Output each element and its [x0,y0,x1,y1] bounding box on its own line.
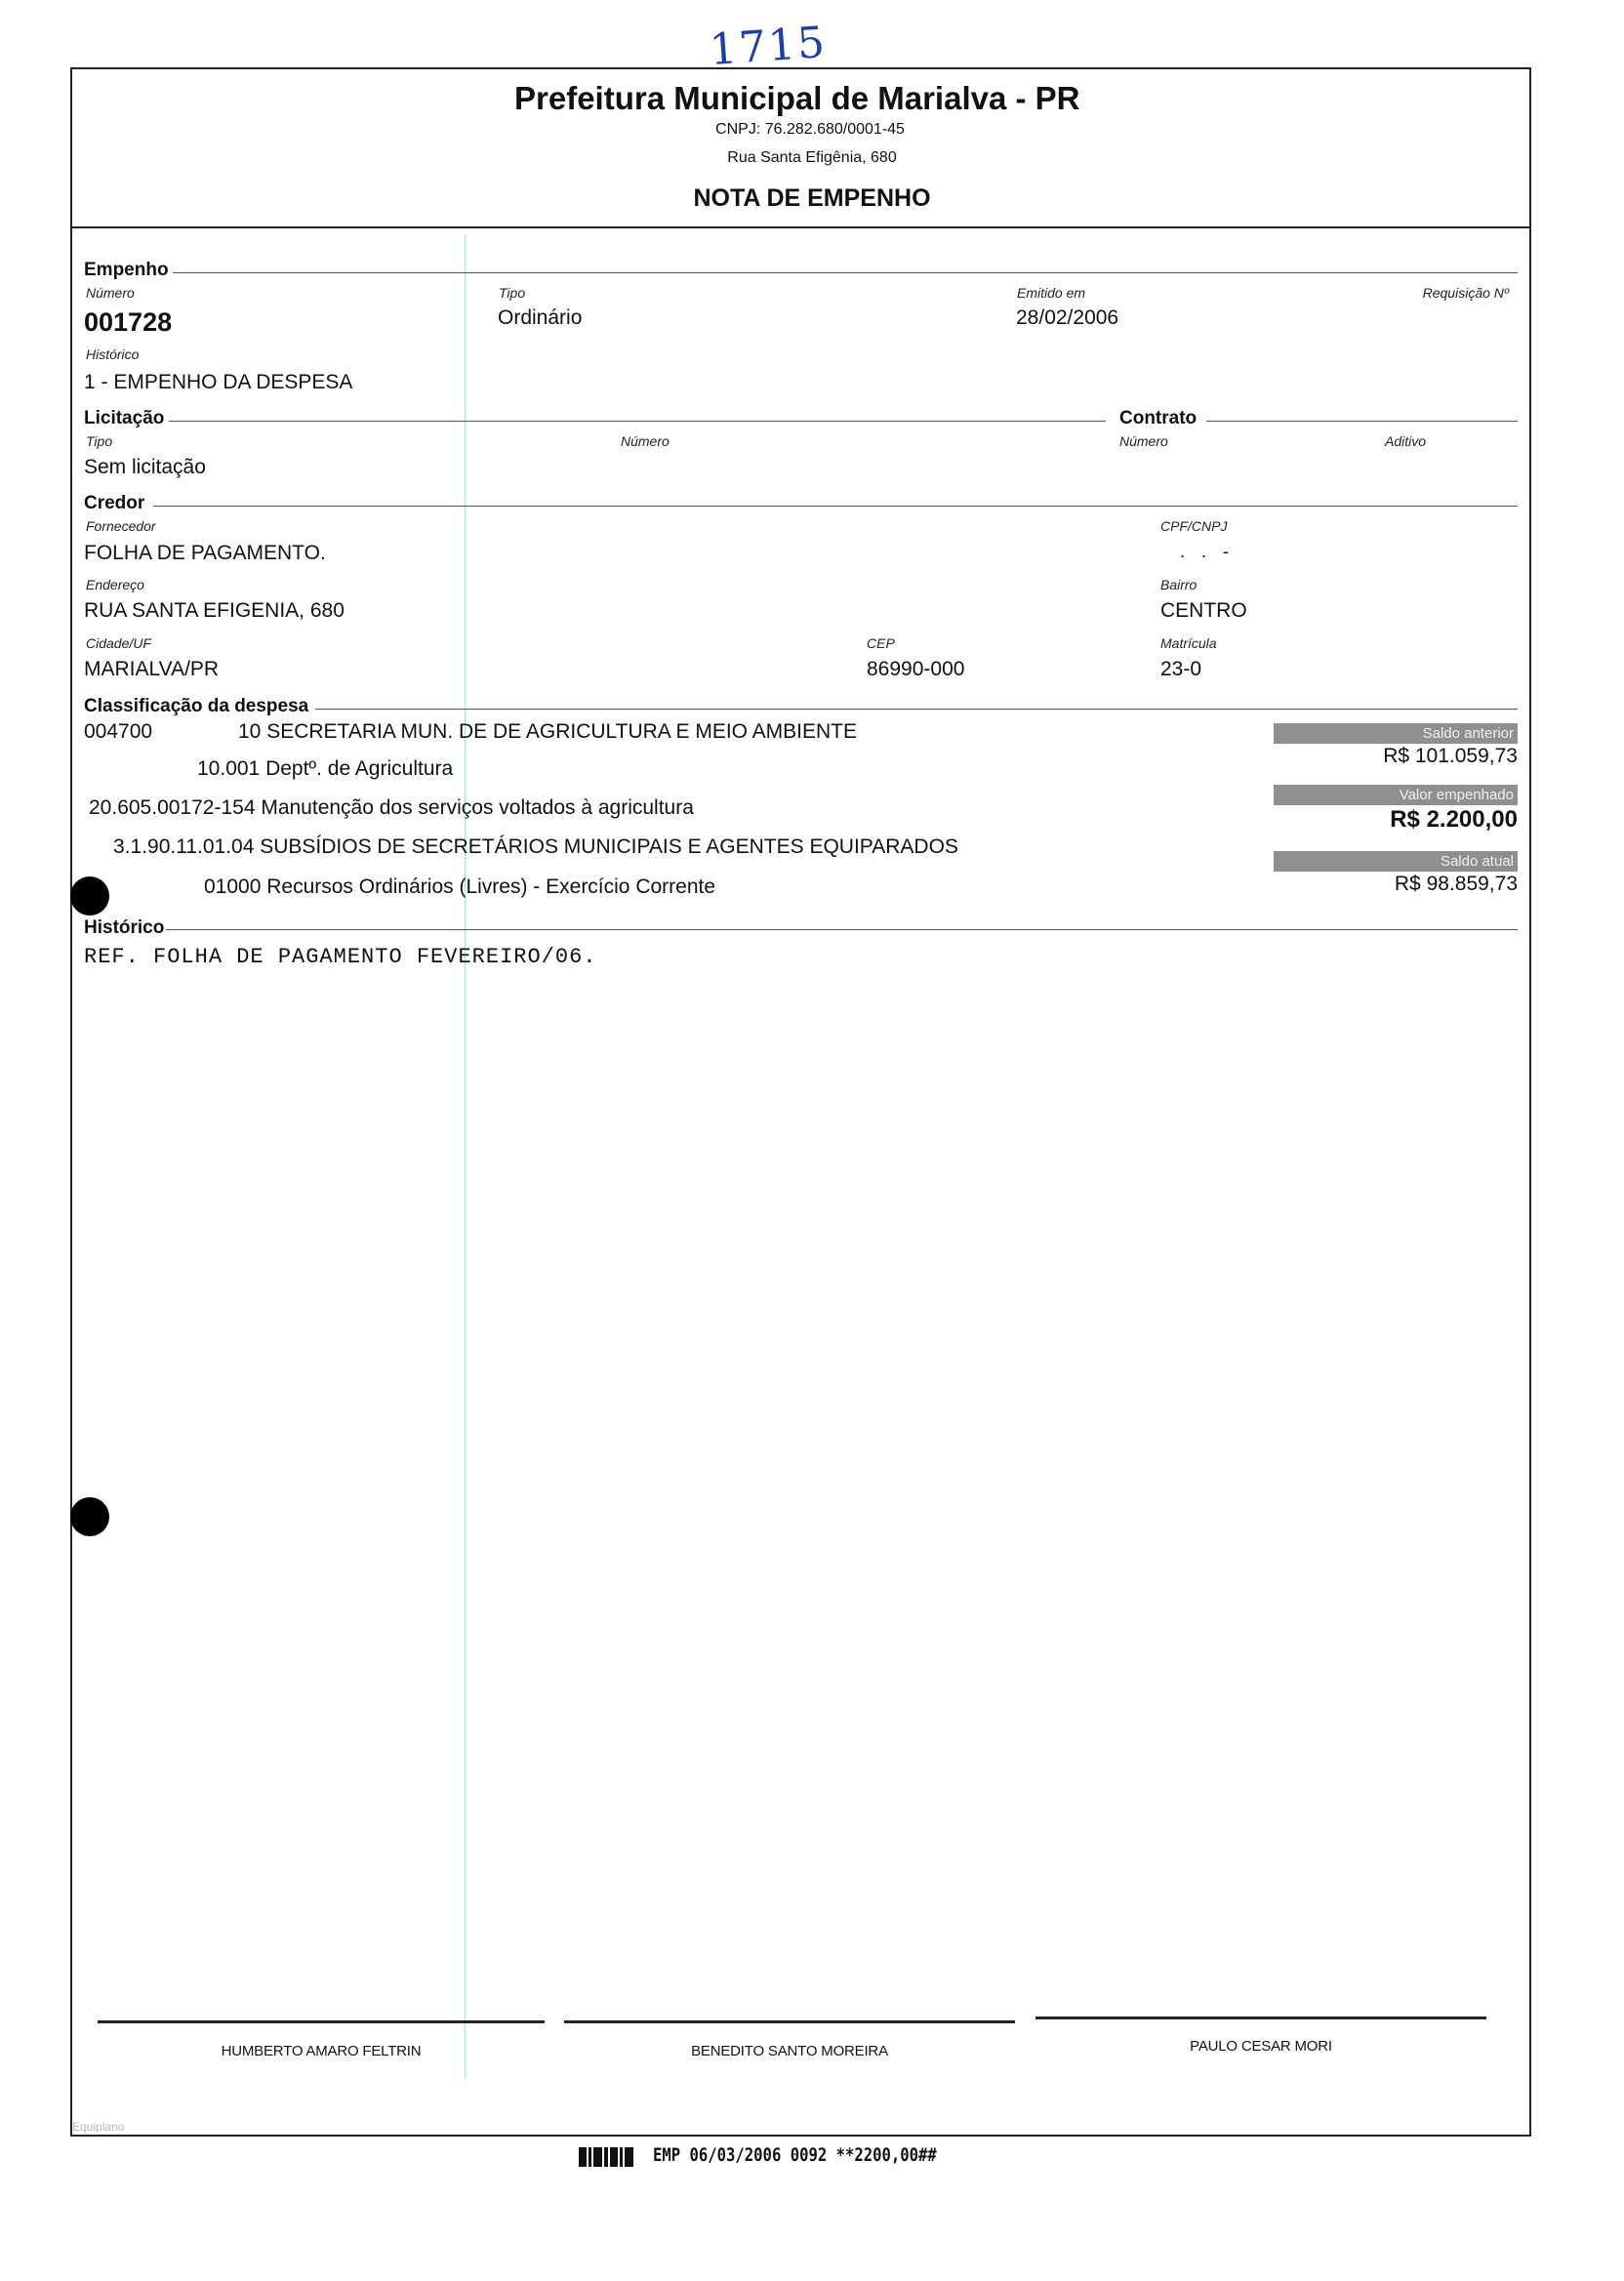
licitacao-numero-label: Número [621,433,670,449]
cidade-label: Cidade/UF [86,635,151,651]
classificacao-code: 004700 [84,720,153,743]
signature-line-3 [1035,2016,1486,2019]
licitacao-tipo: Sem licitação [84,456,206,478]
saldo-atual-value: R$ 98.859,73 [1394,873,1518,895]
empenho-numero: 001728 [84,307,173,337]
valor-empenhado-label: Valor empenhado [1274,785,1518,805]
contrato-aditivo-label: Aditivo [1385,433,1427,449]
historico-rule [166,929,1518,930]
emitido-label: Emitido em [1017,285,1086,301]
empenho-tipo: Ordinário [498,306,583,329]
classificacao-line-fonte: 01000 Recursos Ordinários (Livres) - Exercício Corrente [204,876,716,898]
header-divider [70,226,1531,228]
matricula-label: Matrícula [1160,635,1217,651]
classificacao-line-orgao: 10 SECRETARIA MUN. DE DE AGRICULTURA E MEIO AMBIENTE [238,720,858,743]
signature-name-1: HUMBERTO AMARO FELTRIN [221,2043,422,2059]
licitacao-section-title: Licitação [84,408,165,428]
credor-rule [153,506,1518,507]
address-text: Rua Santa Efigênia, 680 [727,149,897,166]
signature-line-2 [564,2020,1015,2023]
fornecedor-label: Fornecedor [86,518,156,534]
classificacao-line-elemento: 3.1.90.11.01.04 SUBSÍDIOS DE SECRETÁRIOS MUNICIPAIS E AGENTES EQUIPARADOS [113,835,958,858]
endereco-value: RUA SANTA EFIGENIA, 680 [84,599,345,622]
handwritten-page-number: 1715 [708,17,829,76]
classificacao-rule [315,709,1518,710]
fornecedor-value: FOLHA DE PAGAMENTO. [84,542,326,564]
signature-name-2: BENEDITO SANTO MOREIRA [691,2043,888,2059]
punch-hole-top [70,876,109,916]
signature-name-3: PAULO CESAR MORI [1190,2038,1332,2055]
saldo-anterior-label: Saldo anterior [1274,723,1518,744]
document-title: NOTA DE EMPENHO [693,184,931,212]
bairro-value: CENTRO [1160,599,1247,622]
contrato-rule [1206,421,1518,422]
page-title: Prefeitura Municipal de Marialva - PR [514,80,1080,116]
cep-label: CEP [867,635,895,651]
credor-section-title: Credor [84,493,145,513]
historico-text: REF. FOLHA DE PAGAMENTO FEVEREIRO/06. [84,945,597,969]
requisicao-label: Requisição Nº [1422,285,1509,301]
saldo-anterior-value: R$ 101.059,73 [1383,745,1518,767]
classificacao-section-title: Classificação da despesa [84,696,309,716]
licitacao-tipo-label: Tipo [86,433,113,449]
contrato-numero-label: Número [1119,433,1168,449]
validation-stamp [579,2144,999,2170]
classificacao-line-unidade: 10.001 Deptº. de Agricultura [197,757,454,780]
historico-section-title: Histórico [84,917,165,938]
endereco-label: Endereço [86,577,144,592]
matricula-value: 23-0 [1160,658,1202,680]
cidade-value: MARIALVA/PR [84,658,220,680]
bairro-label: Bairro [1160,577,1198,592]
cpf-cnpj-label: CPF/CNPJ [1160,518,1228,534]
licitacao-rule [169,421,1106,422]
stamp-barcode-icon [579,2144,635,2170]
cnpj-text: CNPJ: 76.282.680/0001-45 [715,121,905,138]
valor-empenhado-value: R$ 2.200,00 [1390,806,1518,833]
punch-hole-bottom [70,1497,109,1536]
empenho-numero-label: Número [86,285,135,301]
empenho-historico-label: Histórico [86,346,140,362]
emitido-date: 28/02/2006 [1016,306,1119,329]
cep-value: 86990-000 [867,658,965,680]
saldo-atual-label: Saldo atual [1274,851,1518,872]
contrato-section-title: Contrato [1119,408,1198,428]
signature-line-1 [98,2020,545,2023]
empenho-historico: 1 - EMPENHO DA DESPESA [84,371,353,393]
scan-guide-line [465,234,466,2079]
stamp-text: EMP 06/03/2006 0092 **2200,00## [653,2144,938,2167]
cpf-cnpj-value: . . - [1180,542,1235,561]
classificacao-line-funcional: 20.605.00172-154 Manutenção dos serviços voltados à agricultura [89,796,694,819]
empenho-tipo-label: Tipo [499,285,526,301]
empenho-rule [173,272,1518,273]
software-credit: Equiplano [72,2120,125,2134]
empenho-section-title: Empenho [84,260,169,280]
